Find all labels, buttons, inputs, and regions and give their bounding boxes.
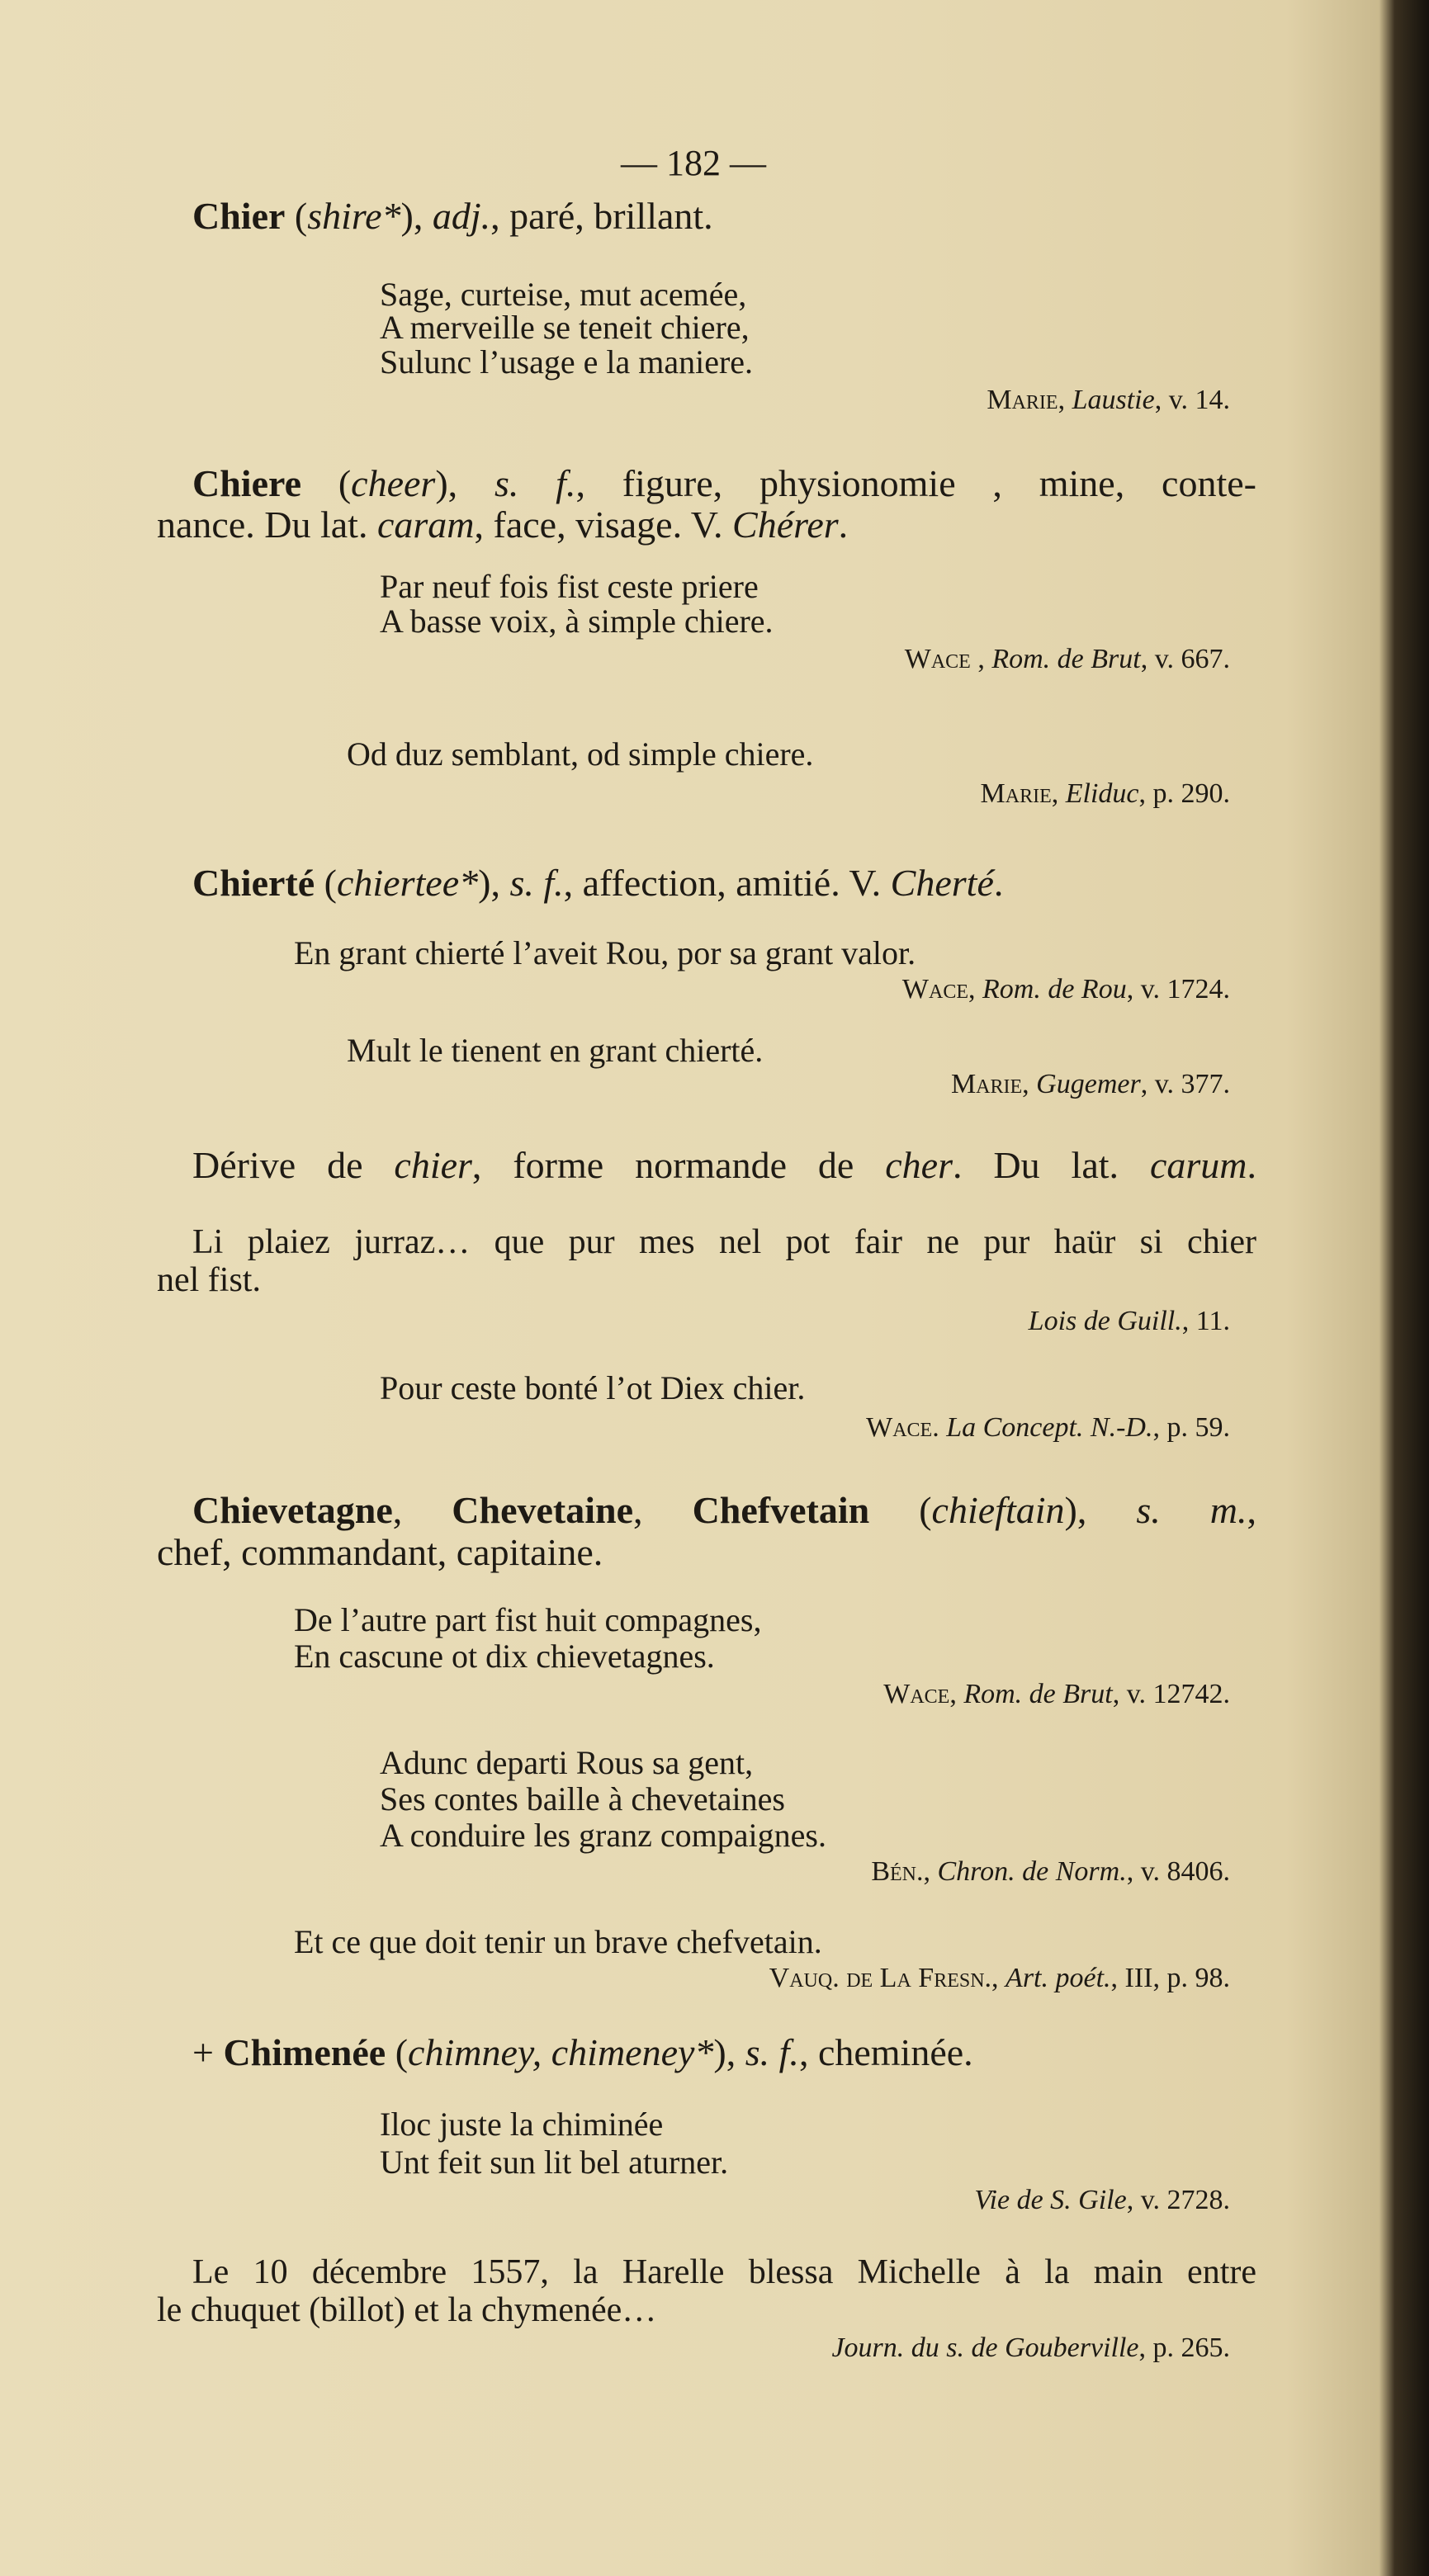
text: , v. 14.: [1154, 384, 1230, 415]
quote-verse: [380, 1368, 805, 1408]
text: ,: [968, 973, 983, 1004]
text: , face, visage. V.: [474, 503, 733, 546]
italic-text: s. f.: [494, 462, 576, 505]
text: , 11.: [1181, 1305, 1230, 1336]
quote-verse: [380, 1743, 753, 1783]
citation: [831, 2332, 1230, 2366]
italic-text: chieftain: [931, 1489, 1065, 1532]
text: , affection, amitié. V.: [563, 862, 891, 905]
italic-text: s. f.: [509, 862, 564, 905]
quote-verse: [380, 1780, 785, 1819]
italic-text: Eliduc: [1065, 778, 1139, 809]
text: , v. 12742.: [1112, 1678, 1230, 1709]
entry-headline: [192, 461, 1256, 506]
text: , v. 377.: [1140, 1068, 1230, 1099]
citation: [769, 1962, 1230, 1996]
italic-text: Rom. de Brut: [963, 1678, 1113, 1709]
author-name: Bén.: [871, 1855, 924, 1887]
etymology-text: [192, 1142, 1256, 1188]
quote-verse: [347, 735, 813, 774]
citation: [987, 384, 1230, 418]
quote-prose: [157, 1260, 261, 1301]
text: le chuquet (billot) et la chymenée…: [157, 2290, 657, 2329]
text: ,: [970, 643, 992, 674]
quote-verse: [380, 567, 759, 607]
text: ),: [478, 862, 510, 905]
italic-text: chiertee*: [336, 862, 479, 905]
text: A basse voix, à simple chiere.: [380, 603, 774, 640]
citation: [981, 778, 1231, 811]
text: ,: [392, 1489, 452, 1532]
quote-verse: [294, 1637, 715, 1676]
text: ,: [1247, 1489, 1257, 1532]
text: Ses contes baille à chevetaines: [380, 1780, 785, 1818]
text: (: [301, 462, 352, 505]
text: (: [315, 862, 337, 905]
text: Unt feit sun lit bel aturner.: [380, 2144, 729, 2181]
text: ,: [923, 1855, 938, 1887]
italic-text: Rom. de Rou: [982, 973, 1127, 1004]
italic-text: Rom. de Brut: [991, 643, 1141, 674]
italic-text: Cherté: [890, 862, 994, 905]
headword: Chimenée: [223, 2031, 386, 2074]
text: Adunc departi Rous sa gent,: [380, 1744, 754, 1782]
text: (: [285, 195, 308, 238]
quote-prose: [192, 1222, 1256, 1263]
entry-text: [157, 502, 848, 547]
headword: Chefvetain: [692, 1489, 870, 1532]
italic-text: s. m.: [1136, 1489, 1247, 1532]
citation: [1029, 1305, 1230, 1339]
text: chef, commandant, capitaine.: [157, 1531, 603, 1574]
citation: [951, 1068, 1230, 1102]
text: nel fist.: [157, 1260, 261, 1299]
headword: Chievetagne: [192, 1489, 393, 1532]
italic-text: Vie de S. Gile: [974, 2184, 1127, 2215]
quote-verse: [347, 1031, 763, 1071]
text: A merveille se teneit chiere,: [380, 309, 750, 347]
italic-text: cher: [885, 1144, 953, 1187]
author-name: Marie: [987, 384, 1058, 415]
quote-verse: [380, 2105, 663, 2144]
text: , III, p. 98.: [1110, 1962, 1230, 1993]
text: ,: [1022, 1068, 1037, 1099]
text: .: [993, 862, 1004, 905]
text: A conduire les granz compaignes.: [380, 1817, 826, 1855]
italic-text: Lois de Guill.: [1028, 1305, 1182, 1336]
italic-text: carum: [1149, 1144, 1247, 1187]
text: Sage, curteise, mut acemée,: [380, 276, 747, 314]
text: Li plaiez jurraz… que pur mes nel pot fair ne pur haür si chier: [192, 1222, 1256, 1261]
text: (: [386, 2031, 409, 2074]
italic-text: La Concept. N.-D.: [946, 1411, 1153, 1443]
citation: [866, 1411, 1230, 1445]
quote-verse: [380, 308, 750, 347]
text: Pour ceste bonté l’ot Diex chier.: [380, 1369, 806, 1407]
text: ,: [633, 1489, 693, 1532]
author-name: Marie: [980, 778, 1052, 809]
citation: [974, 2184, 1230, 2218]
text: Iloc juste la chiminée: [380, 2106, 664, 2144]
italic-text: Journ. du s. de Gouberville: [831, 2332, 1139, 2363]
text: ,: [1051, 778, 1066, 809]
text: +: [192, 2031, 224, 2074]
text: ),: [435, 462, 494, 505]
quote-verse: [380, 343, 753, 382]
text: .: [932, 1411, 947, 1443]
quote-verse: [380, 1816, 826, 1855]
text: De l’autre part fist huit compagnes,: [294, 1601, 762, 1639]
text: ),: [713, 2031, 745, 2074]
text: ),: [1064, 1489, 1137, 1532]
italic-text: caram: [376, 503, 475, 546]
text: , p. 290.: [1138, 778, 1230, 809]
author-name: Wace: [883, 1678, 950, 1709]
quote-verse: [294, 934, 916, 973]
text: En grant chierté l’aveit Rou, por sa grant valor.: [294, 934, 916, 972]
author-name: Wace: [904, 643, 971, 674]
italic-text: chimney, chimeney*: [408, 2031, 714, 2074]
entry-headline: [192, 193, 713, 239]
text: , forme normande de: [471, 1144, 886, 1187]
quote-verse: [294, 1922, 822, 1962]
headword: Chevetaine: [452, 1489, 634, 1532]
italic-text: chier: [394, 1144, 472, 1187]
text: ,: [949, 1678, 964, 1709]
italic-text: Art. poét.: [1006, 1962, 1111, 1993]
citation: [883, 1678, 1230, 1712]
text: Le 10 décembre 1557, la Harelle blessa Michelle à la main entre: [192, 2252, 1256, 2291]
italic-text: s. f.: [745, 2031, 799, 2074]
text: . Du lat.: [953, 1144, 1150, 1187]
text: , p. 59.: [1152, 1411, 1230, 1443]
italic-text: cheer: [351, 462, 436, 505]
text: ,: [1058, 384, 1072, 415]
entry-headline: [192, 860, 1003, 905]
citation: [905, 643, 1230, 677]
author-name: Marie: [950, 1068, 1023, 1099]
text: ,: [991, 1962, 1006, 1993]
quote-verse: [380, 602, 774, 641]
quote-prose: [192, 2252, 1256, 2293]
page-number: [0, 142, 1387, 186]
headword: Chierté: [192, 862, 315, 905]
italic-text: Chérer: [732, 503, 839, 546]
text: , v. 2728.: [1126, 2184, 1230, 2215]
headword: Chiere: [192, 462, 302, 505]
italic-text: Chron. de Norm.: [937, 1855, 1127, 1887]
text: .: [1247, 1144, 1256, 1187]
text: , v. 667.: [1140, 643, 1230, 674]
text: Od duz semblant, od simple chiere.: [347, 735, 814, 773]
text: , paré, brillant.: [490, 195, 713, 238]
text: nance. Du lat.: [157, 503, 377, 546]
author-name: Vauq. de La Fresn.: [769, 1962, 992, 1993]
quote-prose: [157, 2290, 656, 2331]
quote-verse: [294, 1600, 761, 1640]
text: En cascune ot dix chievetagnes.: [294, 1638, 715, 1676]
text: , figure, physionomie , mine, conte-: [575, 462, 1256, 505]
author-name: Wace: [866, 1411, 933, 1443]
text: — 182 —: [621, 142, 766, 183]
text: .: [838, 503, 849, 546]
quote-verse: [380, 2143, 728, 2182]
text: Sulunc l’usage e la maniere.: [380, 343, 754, 381]
text: , v. 8406.: [1126, 1855, 1230, 1887]
citation: [902, 973, 1230, 1007]
citation: [871, 1855, 1230, 1889]
headword: Chier: [192, 195, 286, 238]
text: Mult le tienent en grant chierté.: [347, 1032, 764, 1070]
text: , p. 265.: [1138, 2332, 1230, 2363]
entry-headline: [192, 2030, 973, 2075]
text: Et ce que doit tenir un brave chefvetain.: [294, 1923, 822, 1961]
italic-text: Laustie: [1072, 384, 1155, 415]
italic-text: Gugemer: [1036, 1068, 1141, 1099]
text: , v. 1724.: [1126, 973, 1230, 1004]
text: ),: [400, 195, 433, 238]
author-name: Wace: [901, 973, 969, 1004]
entry-text: [157, 1529, 603, 1575]
text: (: [869, 1489, 932, 1532]
italic-text: adj.: [432, 195, 491, 238]
text: Par neuf fois fist ceste priere: [380, 568, 759, 606]
entry-headline: [192, 1487, 1256, 1533]
text: Dérive de: [192, 1144, 395, 1187]
italic-text: shire*: [307, 195, 401, 238]
text: , cheminée.: [798, 2031, 973, 2074]
